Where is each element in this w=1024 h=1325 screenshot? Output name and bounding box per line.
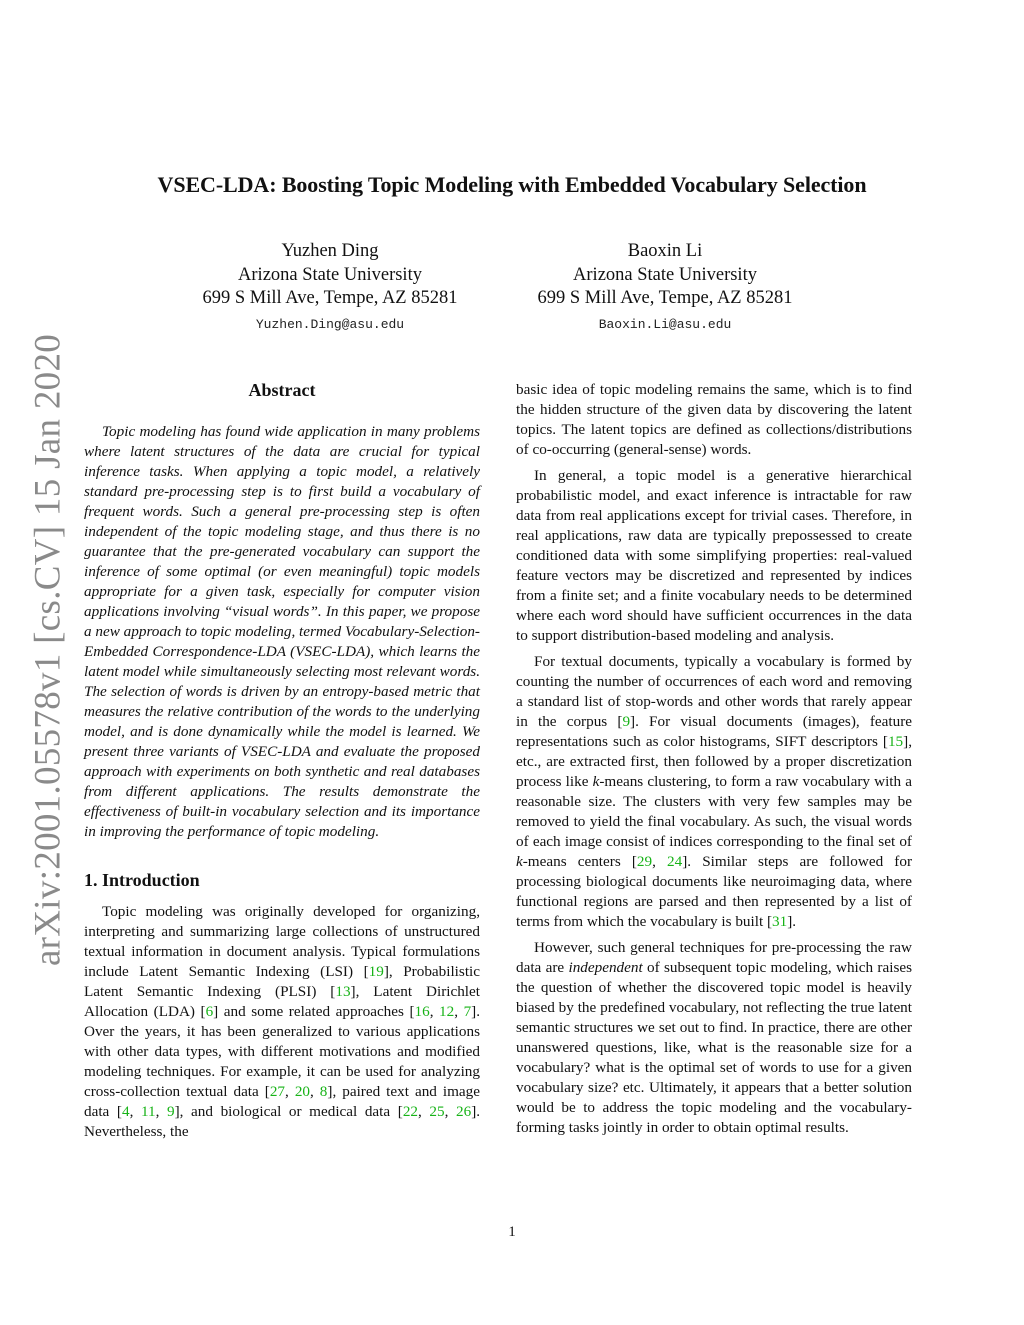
math-variable-k: k [516, 853, 523, 870]
citation-link[interactable]: 27 [269, 1083, 286, 1100]
text-run: , [310, 1083, 320, 1100]
intro-paragraph-2: In general, a topic model is a generative hierarchical probabilistic model, and exact inference is intractable for raw data from real applications except for trivial cases. Therefore, in real applications, raw data are typically prepossessed to create conditioned data with some simplifying properties: real-valued feature vectors may be discretized and represented by indices from a finite set; and a finite vocabulary needs to be determined where each word should have sufficient occurrences in the data to support distribution-based modeling and analysis. [516, 467, 912, 644]
author-address: 699 S Mill Ave, Tempe, AZ 85281 [202, 288, 458, 308]
citation-link[interactable]: 11 [140, 1103, 156, 1120]
citation-link[interactable]: 20 [294, 1083, 310, 1100]
text-run: For textual documents, typically a vocabulary is formed by counting the number of occurrences of each word and removing a standard list of stop-words and other words that rarely appear in the corpus [ [516, 653, 912, 730]
text-run: ], Probabilistic Latent Semantic Indexing (PLSI) [ [84, 963, 480, 1000]
author-affiliation: Arizona State University [238, 264, 422, 285]
intro-paragraph-1 [84, 902, 480, 1142]
author-block-2 [495, 240, 835, 336]
math-variable-k: k [592, 773, 600, 790]
citation-link[interactable]: 15 [887, 733, 904, 750]
text-run: Topic modeling was originally developed for organizing, interpreting and summarizing large collections of unstructured textual information in document analysis. Typical formulations include Latent Semantic Indexing (LSI) [ [84, 903, 480, 980]
citation-link[interactable]: 29 [636, 853, 653, 870]
text-run: , [155, 1103, 167, 1120]
citation-link[interactable]: 6 [205, 1003, 214, 1020]
text-run: ]. For visual documents (images), feature representations such as color histograms, SIFT descriptors [ [516, 713, 912, 750]
text-run: -means centers [ [522, 853, 637, 870]
paper-title: VSEC-LDA: Boosting Topic Modeling with Embedded Vocabulary Selection [157, 172, 867, 197]
text-run: ]. [787, 913, 797, 930]
emphasis-independent: independent [568, 959, 643, 976]
citation-link[interactable]: 22 [402, 1103, 418, 1120]
abstract-heading: Abstract [248, 380, 316, 400]
citation-link[interactable]: 24 [667, 853, 683, 870]
text-run: ], and biological or medical data [ [174, 1103, 403, 1120]
text-run: ]. Over the years, it has been generalized to various applications with other data types, with different motivations and modified modeling techniques. For example, it can be used for analyzing cross-collection textual data [ [84, 1003, 481, 1100]
citation-link[interactable]: 25 [429, 1103, 445, 1120]
section-heading-introduction: 1. Introduction [84, 870, 200, 890]
left-column [84, 380, 480, 1148]
text-run: However, such general techniques for pre-processing the raw data are [516, 939, 912, 976]
text-run: , [444, 1103, 456, 1120]
text-run: ]. Similar steps are followed for processing biological documents like neuroimaging data, where functional regions are parsed and then represented by a list of terms from which the vocabulary is built [ [516, 853, 913, 930]
citation-link[interactable]: 9 [622, 713, 631, 730]
text-run: ], etc., are extracted first, then followed by a proper discretization process like [516, 733, 912, 790]
text-run: ], Latent Dirichlet Allocation (LDA) [ [84, 983, 480, 1020]
author-name: Yuzhen Ding [281, 241, 379, 261]
right-column [516, 380, 912, 1144]
text-run: , [429, 1003, 440, 1020]
author-block-1 [160, 240, 500, 336]
text-run: -means clustering, to form a raw vocabulary with a reasonable size. The clusters with very few samples may be removed to yield the final vocabulary. As such, the visual words of each image consist of indices corresponding to the final set of [516, 773, 912, 850]
text-run: , [454, 1003, 464, 1020]
text-run: ] and some related approaches [ [213, 1003, 415, 1020]
text-run: , [418, 1103, 430, 1120]
intro-paragraph-4 [516, 938, 912, 1138]
text-run: , [652, 853, 668, 870]
citation-link[interactable]: 31 [772, 913, 788, 930]
citation-link[interactable]: 13 [335, 983, 351, 1000]
citation-link[interactable]: 16 [414, 1003, 430, 1020]
abstract-text: Topic modeling has found wide application in many problems where latent structures of the data are crucial for typical inference tasks. When applying a topic model, a relatively standard pre-processing step is to first build a vocabulary of frequent words. Such a general pre-processing step is often independent of the topic modeling stage, and thus there is no guarantee that the pre-generated vocabulary can support the inference of some optimal (or even meaningful) topic models appropriate for a given task, especially for computer vision applications involving “visual words”. In this paper, we propose a new approach to topic modeling, termed Vocabulary-Selection-Embedded Correspondence-LDA (VSEC-LDA), which learns the latent model while simultaneously selecting most relevant words. The selection of words is driven by an entropy-based metric that measures the relative contribution of the words to the underlying model, and is done dynamically while the model is learned. We present three variants of VSEC-LDA and evaluate the proposed approach with experiments on both synthetic and real databases from different applications. The results demonstrate the effectiveness of built-in vocabulary selection and its importance in improving the performance of topic modeling. [84, 423, 480, 840]
citation-link[interactable]: 19 [368, 963, 384, 980]
citation-link[interactable]: 9 [167, 1103, 175, 1120]
text-run: ]. Nevertheless, the [84, 1103, 481, 1140]
author-email[interactable]: Yuzhen.Ding@asu.edu [255, 316, 405, 332]
author-affiliation: Arizona State University [573, 264, 757, 285]
citation-link[interactable]: 7 [463, 1003, 472, 1020]
intro-paragraph-1-continued: basic idea of topic modeling remains the same, which is to find the hidden structure of the given data by discovering the latent topics. The latent topics are defined as collections/distributions of co-occurring (general-sense) words. [516, 381, 912, 458]
arxiv-identifier-stamp: arXiv:2001.05578v1 [cs.CV] 15 Jan 2020 [27, 333, 69, 967]
citation-link[interactable]: 12 [439, 1003, 455, 1020]
text-run: ], paired text and image data [ [84, 1083, 480, 1120]
author-name: Baoxin Li [627, 241, 703, 261]
page-number: 1 [508, 1224, 516, 1240]
text-run: , [129, 1103, 141, 1120]
citation-link[interactable]: 8 [319, 1083, 328, 1100]
text-run: of subsequent topic modeling, which raises the question of whether the discovered topic model is heavily biased by the predefined vocabulary, not reflecting the true latent semantic structures we set out to find. In practice, there are other unanswered questions, like, what is the reasonable size for a vocabulary? what is the optimal set of words to use for a given vocabulary size? etc. Ultimately, it appears that a better solution would be to address the topic modeling and the vocabulary-forming tasks jointly in order to obtain optimal results. [516, 959, 912, 1136]
intro-paragraph-3 [516, 652, 912, 932]
text-run: , [285, 1083, 295, 1100]
citation-link[interactable]: 26 [456, 1103, 472, 1120]
author-address: 699 S Mill Ave, Tempe, AZ 85281 [537, 288, 793, 308]
author-email[interactable]: Baoxin.Li@asu.edu [598, 316, 732, 332]
citation-link[interactable]: 4 [121, 1103, 130, 1120]
